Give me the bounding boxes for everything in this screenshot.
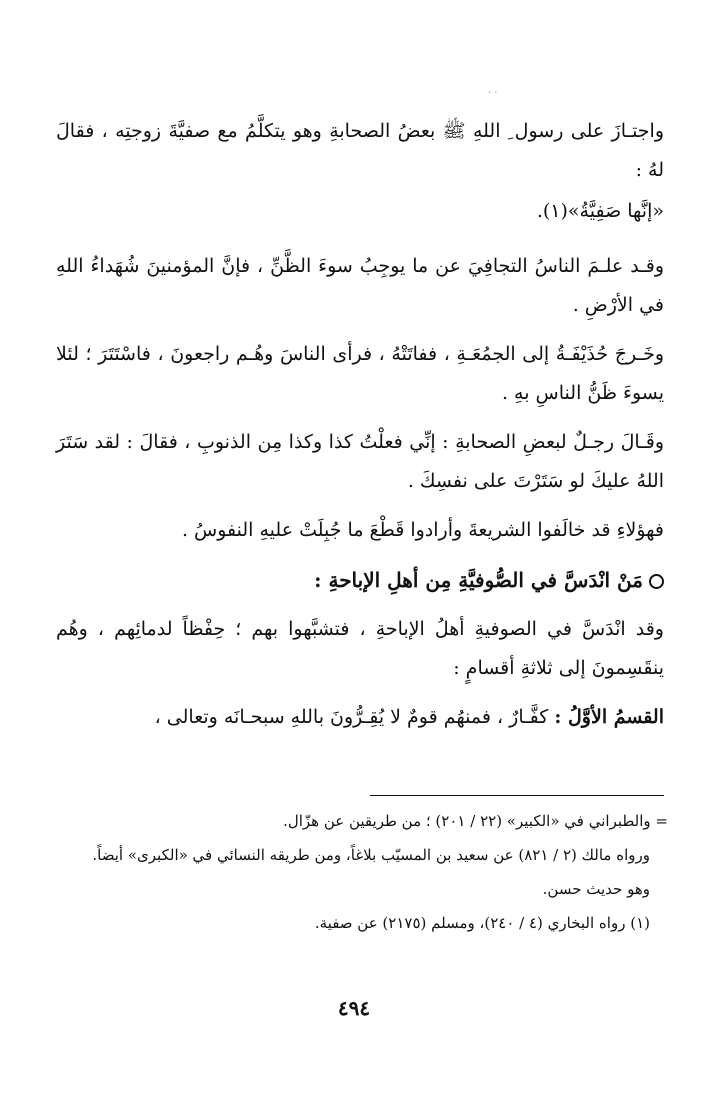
paragraph-3: وخَـرجَ حُذَيْفَـةُ إلى الجمُعَـةِ ، ففاتَتْهُ ، فرأى الناسَ وهُـم راجعونَ ، فاسْتَتَرَ ؛ لئلا يسوءَ ظَنُّ الناسِ بهِ . — [56, 343, 664, 404]
page-speck: · · — [488, 88, 498, 99]
section-heading — [56, 560, 664, 600]
footnote-1: (١) رواه البخاري (٤ / ٢٤٠)، ومسلم (٢١٧٥) عن صفية. — [314, 914, 650, 932]
footnote-divider — [370, 795, 664, 796]
paragraph-5: فهؤلاءِ قد خالَفوا الشريعةَ وأرادوا قَطْعَ ما جُبِلَتْ عليهِ النفوسُ . — [181, 519, 664, 541]
circle-icon — [649, 574, 664, 589]
paragraph-1: واجتـازَ على رسول ِ اللهِ ﷺ بعضُ الصحابةِ وهو يتكلَّمُ مع صفيَّةَ زوجتِه ، فقالَ لهُ : — [56, 120, 664, 181]
footnote-line: ورواه مالك (٢ / ٨٢١) عن سعيد بن المسيّب بلاغاً، ومن طريقه النسائي في «الكبرى» أيضاً. — [92, 846, 650, 864]
page-number: ٤٩٤ — [337, 996, 371, 1020]
footnote-line: وهو حديث حسن. — [542, 880, 650, 898]
category-text: كفَّـارٌ ، فمنهُم قومٌ لا يُقِـرُّونَ باللهِ سبحـانَه وتعالى ، — [154, 706, 555, 728]
paragraph-6: وقد انْدَسَّ في الصوفيةِ أهلُ الإباحةِ ، فتشبَّهوا بهم ؛ حِفْظاً لدمائِهم ، وهُم ينقَسِمونَ إلى ثلاثةِ أقسامٍ : — [56, 618, 664, 679]
paragraph-2: وقـد علـمَ الناسُ التجافِيَ عن ما يوجِبُ سوءَ الظَّنِّ ، فإنَّ المؤمنينَ شُهَداءُ اللهِ في الأرْضِ . — [56, 255, 664, 316]
hadith-quote: «إنَّها صَفِيَّةُ»(١). — [536, 200, 664, 222]
footnote-continuation: = والطبراني في «الكبير» (٢٢ / ٢٠١) ؛ من طريقين عن هزّال. — [283, 812, 668, 830]
footnotes — [56, 806, 668, 942]
paragraph-7 — [56, 698, 664, 737]
main-text — [56, 112, 664, 747]
category-term: القسمُ الأوَّلُ : — [554, 706, 664, 728]
paragraph-4: وقَـالَ رجـلٌ لبعضِ الصحابةِ : إنِّي فعلْتُ كذا وكذا مِن الذنوبِ ، فقالَ : لقد سَتَرَ اللهُ عليكَ لو سَتَرْتَ على نفسِكَ . — [56, 431, 664, 492]
section-heading-text: مَنْ انْدَسَّ في الصُّوفيَّةِ مِن أهلِ الإباحةِ : — [314, 568, 643, 592]
